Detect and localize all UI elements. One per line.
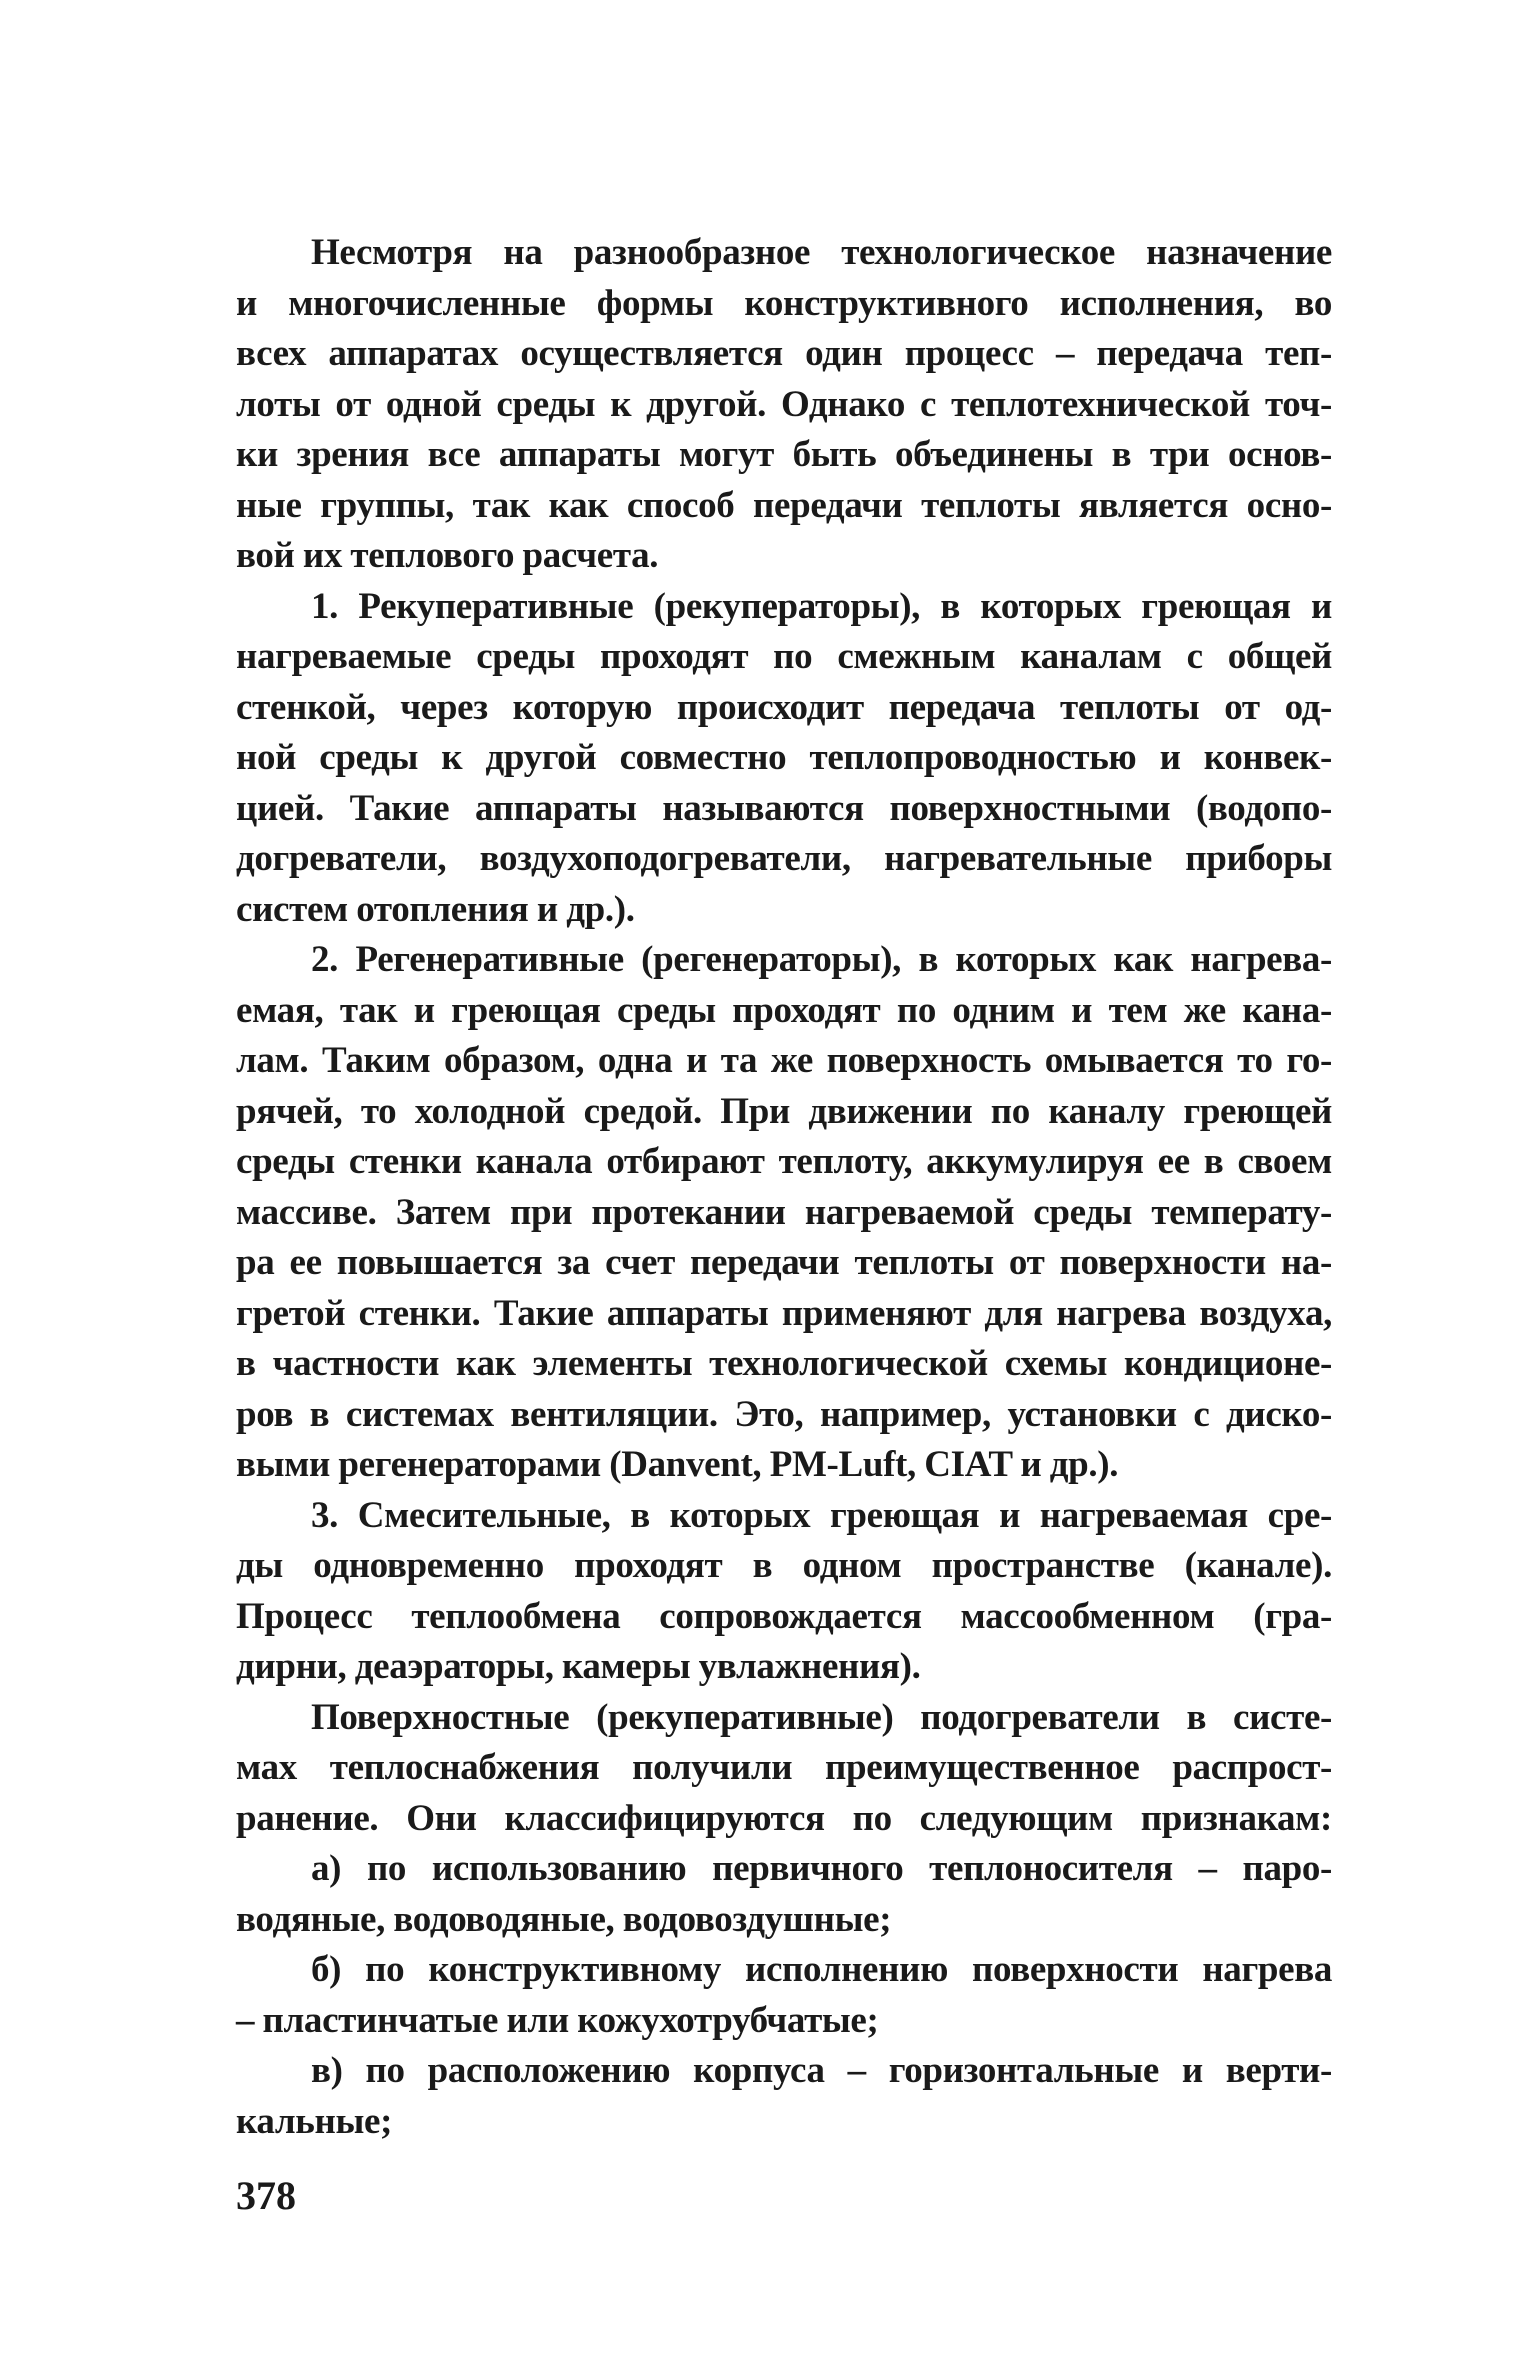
text-line: мах теплоснабжения получили преимущественное распрост- bbox=[236, 1747, 1332, 1788]
list-item-c bbox=[236, 2046, 1332, 2147]
text-line: лоты от одной среды к другой. Однако с теплотехнической точ- bbox=[236, 383, 1332, 425]
text-line: Несмотря на разнообразное технологическое назначение bbox=[311, 232, 1332, 273]
text-line: среды стенки канала отбирают теплоту, аккумулируя ее в своем bbox=[236, 1141, 1332, 1182]
paragraph-intro bbox=[236, 228, 1332, 582]
text-line: догреватели, воздухоподогреватели, нагревательные приборы bbox=[236, 838, 1332, 879]
paragraph-mixing bbox=[236, 1491, 1332, 1693]
text-line: стенкой, через которую происходит передача теплоты от од- bbox=[236, 686, 1332, 728]
text-line: б) по конструктивному исполнению поверхности нагрева bbox=[311, 1949, 1332, 1990]
list-item-b bbox=[236, 1945, 1332, 2046]
text-line: в частности как элементы технологической схемы кондиционе- bbox=[236, 1343, 1332, 1384]
text-line: вой их теплового расчета. bbox=[236, 535, 659, 576]
text-line: 3. Смесительные, в которых греющая и нагреваемая сре- bbox=[311, 1494, 1332, 1536]
text-line: а) по использованию первичного теплоносителя – паро- bbox=[311, 1848, 1332, 1889]
text-line: ра ее повышается за счет передачи теплоты от поверхности на- bbox=[236, 1242, 1332, 1283]
text-line: Поверхностные (рекуперативные) подогреватели в систе- bbox=[311, 1696, 1332, 1738]
text-line: дирни, деаэраторы, камеры увлажнения). bbox=[236, 1646, 921, 1687]
text-line: кальные; bbox=[236, 2100, 393, 2142]
text-line: в) по расположению корпуса – горизонтальные и верти- bbox=[311, 2050, 1332, 2091]
text-line: нагреваемые среды проходят по смежным каналам с общей bbox=[236, 636, 1332, 677]
text-line: – пластинчатые или кожухотрубчатые; bbox=[236, 1999, 879, 2041]
text-line: всех аппаратах осуществляется один процесс – передача теп- bbox=[236, 333, 1332, 374]
body-text bbox=[236, 228, 1332, 2147]
text-line: ной среды к другой совместно теплопроводностью и конвек- bbox=[236, 737, 1332, 778]
text-line: емая, так и греющая среды проходят по одним и тем же кана- bbox=[236, 989, 1332, 1031]
text-line: выми регенераторами (Danvent, PM-Luft, CIAT и др.). bbox=[236, 1444, 1119, 1485]
paragraph-recuperative bbox=[236, 582, 1332, 936]
text-line: ки зрения все аппараты могут быть объединены в три основ- bbox=[236, 434, 1332, 475]
text-line: водяные, водоводяные, водовоздушные; bbox=[236, 1898, 892, 1940]
text-line: гретой стенки. Такие аппараты применяют для нагрева воздуха, bbox=[236, 1292, 1332, 1334]
text-line: и многочисленные формы конструктивного исполнения, во bbox=[236, 282, 1332, 324]
text-line: массиве. Затем при протекании нагреваемой среды температу- bbox=[236, 1191, 1332, 1233]
text-line: ров в системах вентиляции. Это, например, установки с диско- bbox=[236, 1393, 1332, 1435]
text-line: систем отопления и др.). bbox=[236, 888, 635, 930]
paragraph-surface-heaters bbox=[236, 1693, 1332, 1845]
text-line: 2. Регенеративные (регенераторы), в которых как нагрева- bbox=[311, 939, 1332, 980]
text-line: рячей, то холодной средой. При движении по каналу греющей bbox=[236, 1090, 1332, 1132]
text-line: ные группы, так как способ передачи теплоты является осно- bbox=[236, 484, 1332, 526]
page-number: 378 bbox=[236, 2173, 296, 2218]
text-line: ды одновременно проходят в одном пространстве (канале). bbox=[236, 1545, 1332, 1586]
text-line: Процесс теплообмена сопровождается массообменном (гра- bbox=[236, 1595, 1332, 1637]
text-line: 1. Рекуперативные (рекуператоры), в которых греющая и bbox=[311, 585, 1332, 627]
text-line: ранение. Они классифицируются по следующим признакам: bbox=[236, 1797, 1332, 1839]
text-line: лам. Таким образом, одна и та же поверхность омывается то го- bbox=[236, 1040, 1332, 1081]
paragraph-regenerative bbox=[236, 935, 1332, 1491]
text-line: цией. Такие аппараты называются поверхностными (водопо- bbox=[236, 787, 1332, 829]
list-item-a bbox=[236, 1844, 1332, 1945]
